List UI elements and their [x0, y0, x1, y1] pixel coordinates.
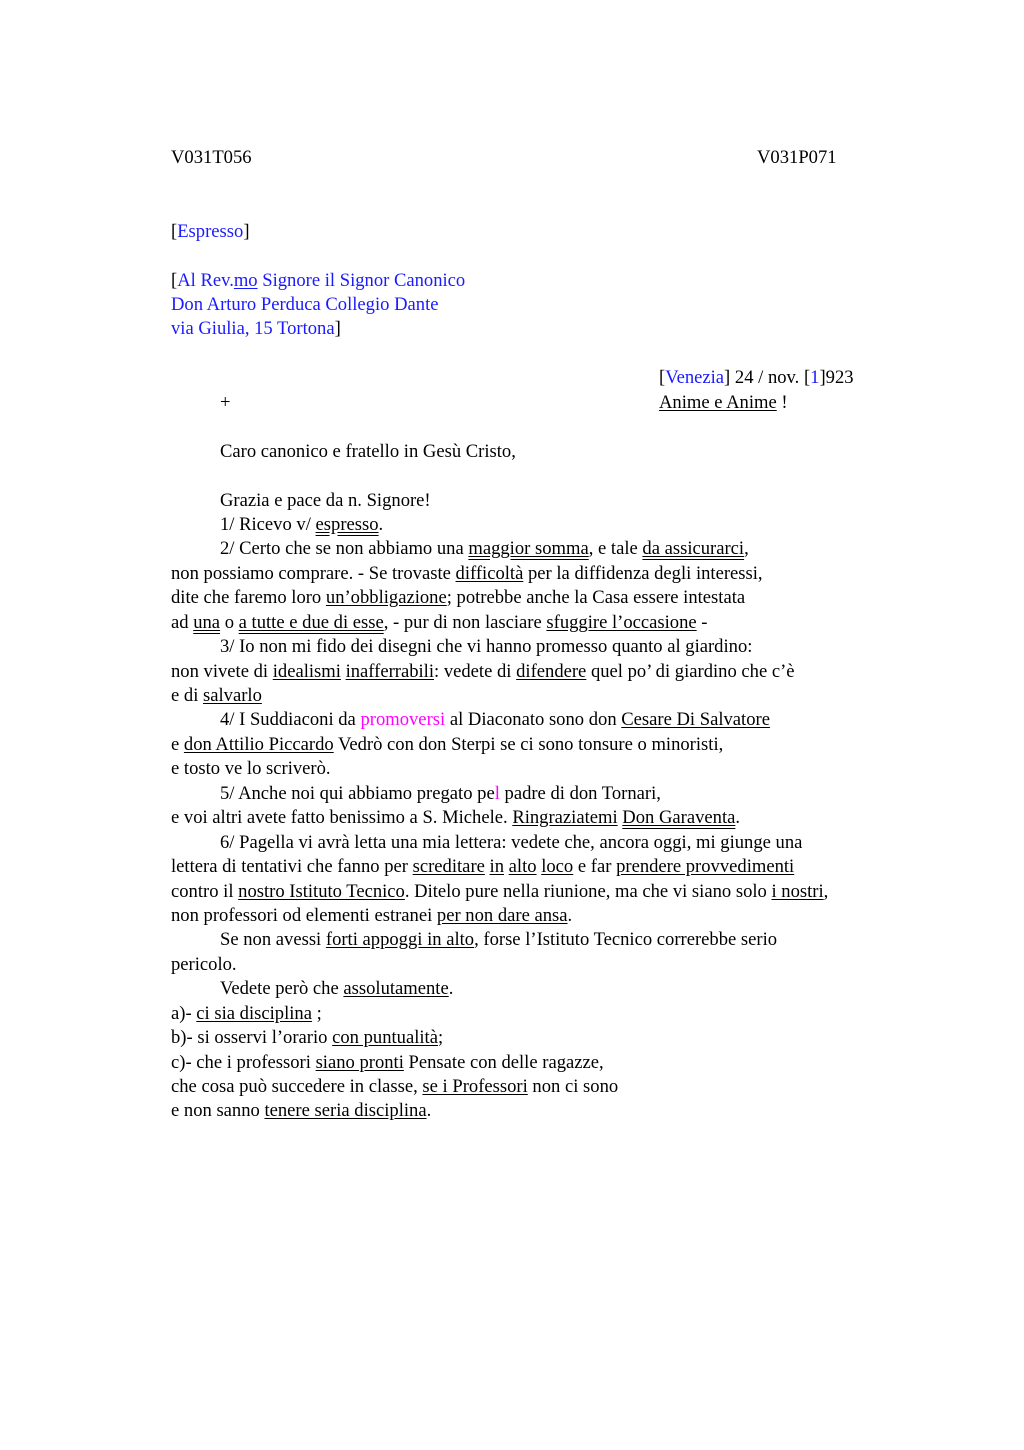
- paragraph-6-line-3: contro il nostro Istituto Tecnico. Ditelo pure nella riunione, ma che vi siano solo i nostri,: [171, 881, 829, 902]
- paragraph-2-line-3: dite che faremo loro un’obbligazione; potrebbe anche la Casa essere intestata: [171, 587, 746, 608]
- paragraph-7-line-2: pericolo.: [171, 954, 237, 975]
- document-code-right: V031P071: [757, 147, 837, 168]
- paragraph-3-line-2: non vivete di idealismi inafferrabili: vedete di difendere quel po’ di giardino che c’è: [171, 661, 795, 682]
- paragraph-5-line-1: 5/ Anche noi qui abbiamo pregato pel padre di don Tornari,: [220, 783, 661, 804]
- paragraph-6-line-1: 6/ Pagella vi avrà letta una mia lettera: vedete che, ancora oggi, mi giunge una: [220, 832, 803, 853]
- paragraph-2-line-4: ad una o a tutte e due di esse, - pur di non lasciare sfuggire l’occasione -: [171, 612, 708, 633]
- list-item-b: b)- si osservi l’orario con puntualità;: [171, 1027, 444, 1048]
- address-line-3: via Giulia, 15 Tortona]: [171, 318, 341, 339]
- list-item-c: c)- che i professori siano pronti Pensate con delle ragazze,: [171, 1052, 604, 1073]
- paragraph-6-line-2: lettera di tentativi che fanno per screditare in alto loco e far prendere provvedimenti: [171, 856, 795, 877]
- greeting: Grazia e pace da n. Signore!: [220, 490, 431, 511]
- paragraph-4-line-1: 4/ I Suddiaconi da promoversi al Diaconato sono don Cesare Di Salvatore: [220, 709, 770, 730]
- address-line-2: Don Arturo Perduca Collegio Dante: [171, 294, 439, 315]
- closing-line-1: che cosa può succedere in classe, se i Professori non ci sono: [171, 1076, 619, 1097]
- delivery-type: [Espresso]: [171, 221, 250, 242]
- paragraph-3-line-3: e di salvarlo: [171, 685, 262, 706]
- closing-line-2: e non sanno tenere seria disciplina.: [171, 1100, 432, 1121]
- list-item-a: a)- ci sia disciplina ;: [171, 1003, 322, 1024]
- cross-mark: +: [220, 392, 231, 413]
- paragraph-2-line-1: 2/ Certo che se non abbiamo una maggior somma, e tale da assicurarci,: [220, 538, 749, 559]
- address-line-1: [Al Rev.mo Signore il Signor Canonico: [171, 270, 466, 291]
- motto: Anime e Anime !: [659, 392, 788, 413]
- dateline: [Venezia] 24 / nov. [1]923: [659, 367, 854, 388]
- paragraph-5-line-2: e voi altri avete fatto benissimo a S. Michele. Ringraziatemi Don Garaventa.: [171, 807, 741, 828]
- salutation: Caro canonico e fratello in Gesù Cristo,: [220, 441, 516, 462]
- paragraph-3-line-1: 3/ Io non mi fido dei disegni che vi hanno promesso quanto al giardino:: [220, 636, 753, 657]
- paragraph-7-line-1: Se non avessi forti appoggi in alto, forse l’Istituto Tecnico correrebbe serio: [220, 929, 778, 950]
- paragraph-1: 1/ Ricevo v/ espresso.: [220, 514, 384, 535]
- paragraph-6-line-4: non professori od elementi estranei per non dare ansa.: [171, 905, 573, 926]
- paragraph-4-line-2: e don Attilio Piccardo Vedrò con don Sterpi se ci sono tonsure o minoristi,: [171, 734, 724, 755]
- paragraph-2-line-2: non possiamo comprare. - Se trovaste difficoltà per la diffidenza degli interessi,: [171, 563, 763, 584]
- paragraph-8: Vedete però che assolutamente.: [220, 978, 454, 999]
- document-code-left: V031T056: [171, 147, 252, 168]
- paragraph-4-line-3: e tosto ve lo scriverò.: [171, 758, 331, 779]
